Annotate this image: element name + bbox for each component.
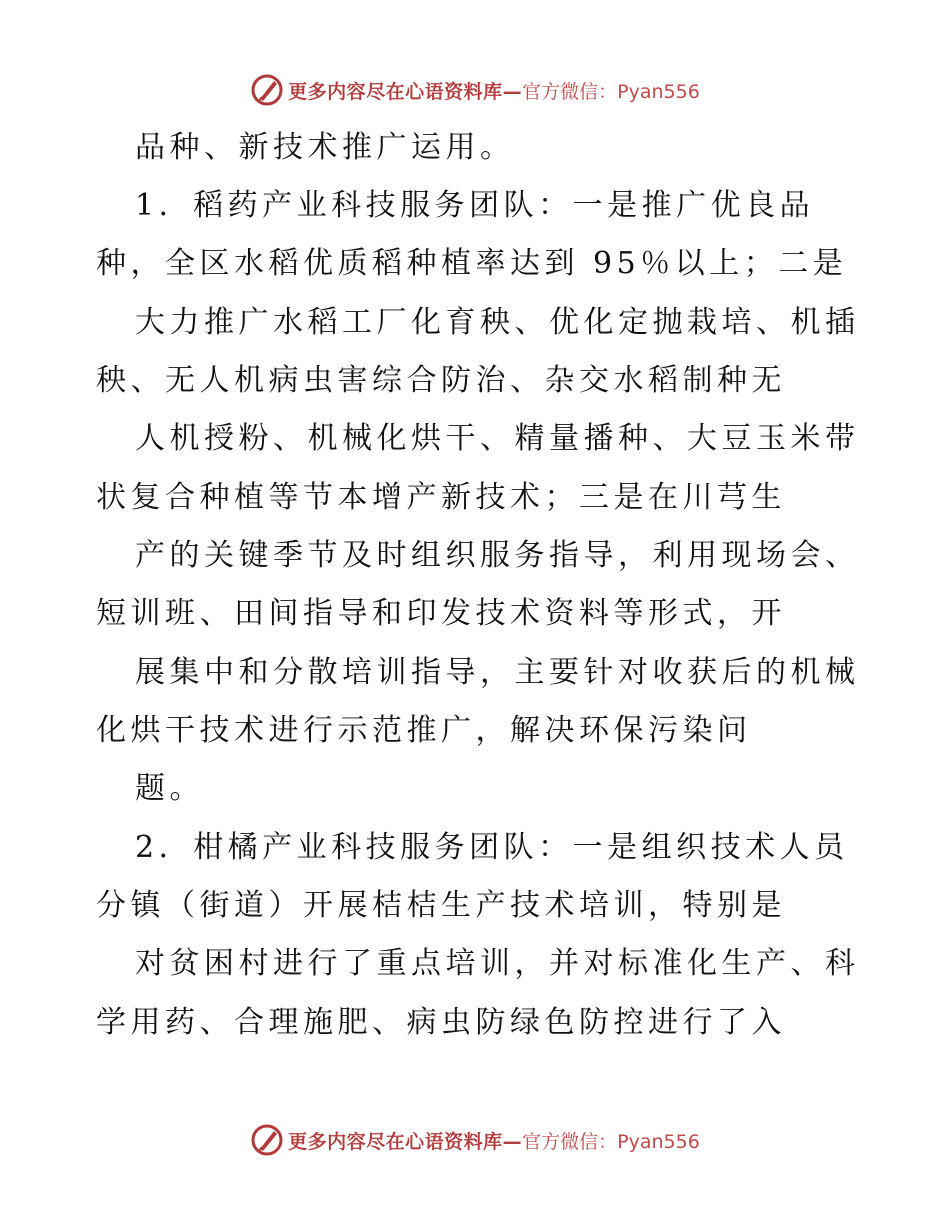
text-line: 对贫困村进行了重点培训，并对标准化生产、科 [135,946,860,981]
banner-wechat: 官方微信：Pyan556 [522,80,700,103]
text-line: 题。 [135,771,204,806]
text-line: 状复合种植等节本增产新技术；三是在川芎生 [96,480,786,515]
banner-wechat: 官方微信：Pyan556 [522,1130,700,1153]
quill-pen-circle-icon [250,73,284,107]
text-line: 种，全区水稻优质稻种植率达到 95％以上；二是 [96,246,848,281]
text-line: 品种、新技术推广运用。 [135,130,515,165]
text-line: 人机授粉、机械化烘干、精量播种、大豆玉米带 [135,421,860,456]
text-line: 大力推广水稻工厂化育秧、优化定抛栽培、机插 [135,305,860,340]
text-line: 学用药、合理施肥、病虫防绿色防控进行了入 [96,1005,786,1040]
text-line: 展集中和分散培训指导，主要针对收获后的机械 [135,655,860,690]
text-line: 短训班、田间指导和印发技术资料等形式，开 [96,596,786,631]
text-line: 2．柑橘产业科技服务团队：一是组织技术人员 [135,830,849,865]
header-banner [0,70,950,110]
text-line: 秧、无人机病虫害综合防治、杂交水稻制种无 [96,363,786,398]
text-line: 产的关键季节及时组织服务指导，利用现场会、 [135,538,860,573]
text-line: 化烘干技术进行示范推广，解决环保污染问 [96,713,752,748]
text-line: 分镇（街道）开展桔桔生产技术培训，特别是 [96,888,786,923]
text-line: 1．稻药产业科技服务团队：一是推广优良品 [135,188,815,223]
quill-pen-circle-icon [250,1123,284,1157]
banner-text: 更多内容尽在心语资料库— [288,80,523,103]
footer-banner [0,1120,950,1160]
banner-text: 更多内容尽在心语资料库— [288,1130,523,1153]
